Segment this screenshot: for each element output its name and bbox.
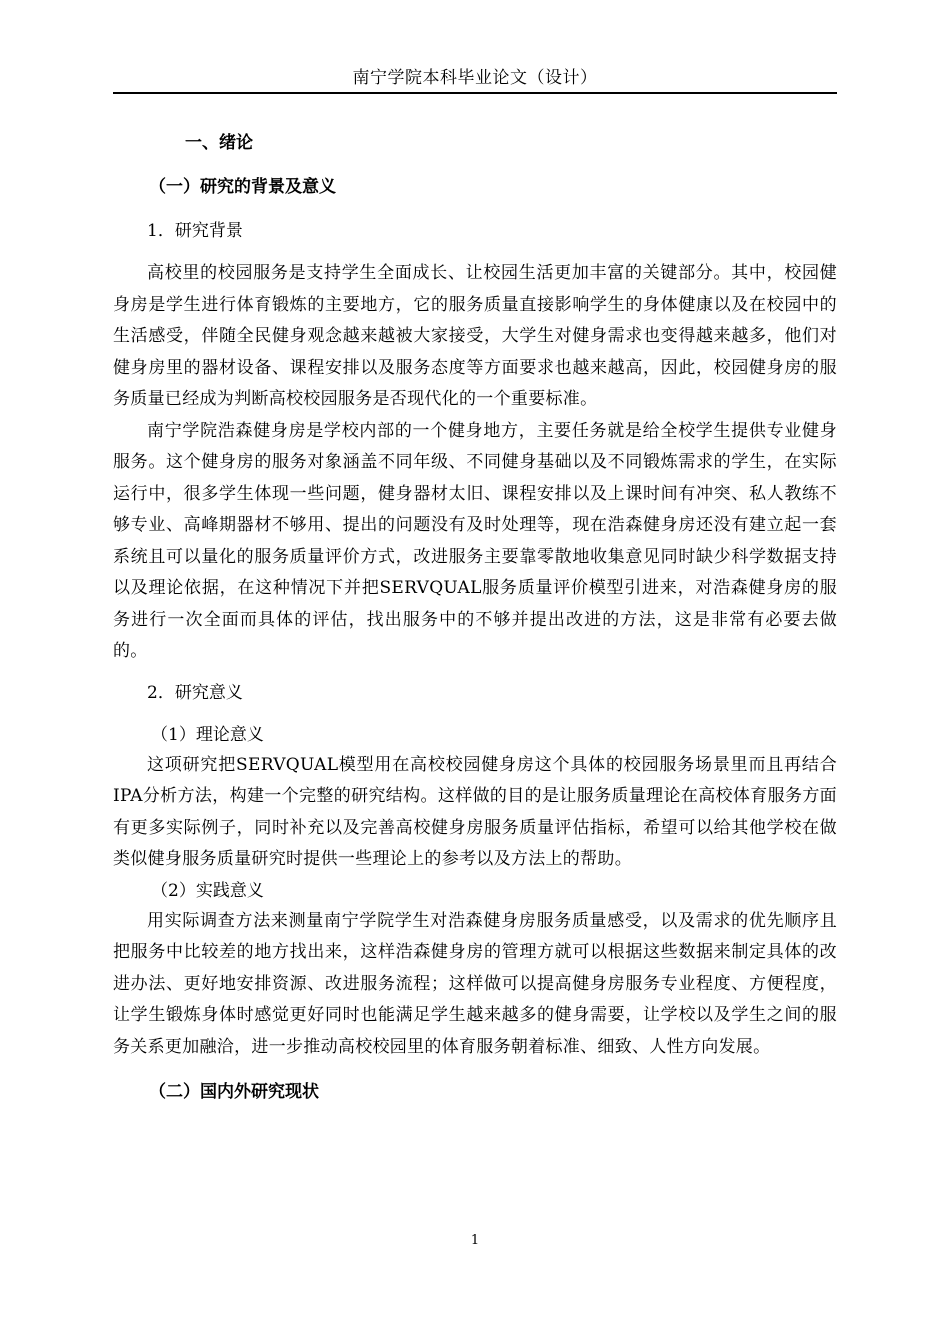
paragraph-background-1: 高校里的校园服务是支持学生全面成长、让校园生活更加丰富的关键部分。其中，校园健身房是学生进行体育锻炼的主要地方，它的服务质量直接影响学生的身体健康以及在校园中的生活感受，伴随全民健身观念越来越被大家接受，大学生对健身需求也变得越来越多，他们对健身房里的器材设备、课程安排以及服务态度等方面要求也越来越高，因此，校园健身房的服务质量已经成为判断高校校园服务是否现代化的一个重要标准。 <box>113 263 837 409</box>
chapter-heading: 一、绪论 <box>185 133 253 153</box>
page-body <box>113 128 837 1107</box>
paragraph-background-2: 南宁学院浩森健身房是学校内部的一个健身地方，主要任务就是给全校学生提供专业健身服务。这个健身房的服务对象涵盖不同年级、不同健身基础以及不同锻炼需求的学生，在实际运行中，很多学生体现一些问题，健身器材太旧、课程安排以及上课时间有冲突、私人教练不够专业、高峰期器材不够用、提出的问题没有及时处理等，现在浩森健身房还没有建立起一套系统且可以量化的服务质量评价方式，改进服务主要靠零散地收集意见同时缺少科学数据支持以及理论依据，在这种情况下并把SERVQUAL服务质量评价模型引进来，对浩森健身房的服务进行一次全面而具体的评估，找出服务中的不够并提出改进的方法，这是非常有必要去做的。 <box>113 420 837 661</box>
section-heading-research-status: （二）国内外研究现状 <box>149 1082 319 1102</box>
page-header-title: 南宁学院本科毕业论文（设计） <box>352 68 598 88</box>
subheading-practical: （2）实践意义 <box>151 880 264 901</box>
page-number: 1 <box>470 1233 480 1248</box>
paragraph-practical: 用实际调查方法来测量南宁学院学生对浩森健身房服务质量感受，以及需求的优先顺序且把服务中比较差的地方找出来，这样浩森健身房的管理方就可以根据这些数据来制定具体的改进办法、更好地安排资源、改进服务流程；这样做可以提高健身房服务专业程度、方便程度，让学生锻炼身体时感觉更好同时也能满足学生越来越多的健身需要，让学校以及学生之间的服务关系更加融洽，进一步推动高校校园里的体育服务朝着标准、细致、人性方向发展。 <box>113 910 837 1057</box>
subheading-theoretical: （1）理论意义 <box>151 724 264 745</box>
subsection-heading-significance: 2．研究意义 <box>147 682 243 703</box>
section-heading-background: （一）研究的背景及意义 <box>149 177 336 197</box>
paragraph-theoretical: 这项研究把SERVQUAL模型用在高校校园健身房这个具体的校园服务场景里而且再结合IPA分析方法，构建一个完整的研究结构。这样做的目的是让服务质量理论在高校体育服务方面有更多实际例子，同时补充以及完善高校健身房服务质量评估指标，希望可以给其他学校在做类似健身服务质量研究时提供一些理论上的参考以及方法上的帮助。 <box>113 754 837 869</box>
subsection-heading-background: 1．研究背景 <box>147 221 243 241</box>
header-divider <box>113 92 837 94</box>
